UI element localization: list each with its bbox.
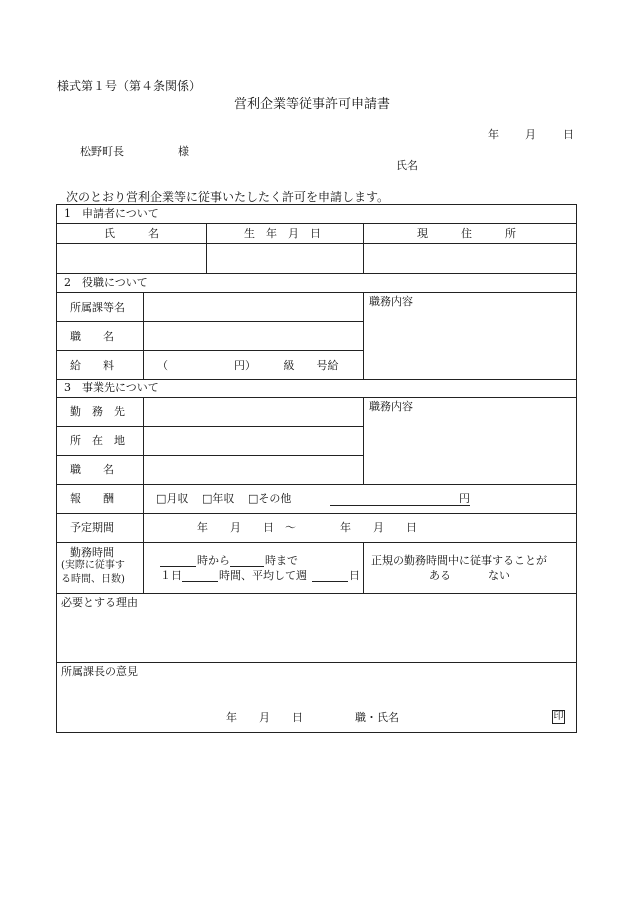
reason-label: 必要とする理由 xyxy=(61,596,138,609)
hours-day-prefix: １日 xyxy=(160,569,182,582)
employer-duties-label: 職務内容 xyxy=(369,400,413,413)
opinion-sign-label: 職・氏名 xyxy=(355,711,399,724)
form-number: 様式第１号（第４条関係） xyxy=(57,79,202,93)
remuneration-amount-line xyxy=(330,505,470,506)
section3-heading: 3 事業先について xyxy=(64,381,159,394)
addressee-honorific: 様 xyxy=(178,145,189,158)
table-border xyxy=(576,204,577,732)
dept-label: 所属課等名 xyxy=(70,301,125,314)
applicant-name-label: 氏名 xyxy=(396,159,418,172)
intro-text: 次のとおり営利企業等に従事いたしたく許可を申請します。 xyxy=(66,190,390,204)
table-border xyxy=(56,204,576,205)
duties-label: 職務内容 xyxy=(369,295,413,308)
regular-hours-question: 正規の勤務時間中に従事することが xyxy=(371,554,547,567)
option-monthly-checkbox[interactable]: □月収 xyxy=(156,492,189,505)
period-label: 予定期間 xyxy=(70,521,114,534)
location-label: 所 在 地 xyxy=(70,434,125,447)
employer-position-label: 職 名 xyxy=(70,463,114,476)
col-name-header: 氏 名 xyxy=(104,227,159,240)
date-day: 日 xyxy=(563,128,574,141)
period-value: 年 月 日 ～ 年 月 日 xyxy=(197,521,417,534)
salary-label: 給 料 xyxy=(70,359,114,372)
table-border xyxy=(56,204,57,732)
hours-note-line1: (実際に従事す xyxy=(61,560,125,571)
col-birthdate-header: 生 年 月 日 xyxy=(244,227,321,240)
regular-hours-yes[interactable]: ある xyxy=(429,569,451,582)
option-other-checkbox[interactable]: □その他 xyxy=(248,492,292,505)
section2-heading: 2 役職について xyxy=(64,276,148,289)
option-yearly-checkbox[interactable]: □年収 xyxy=(202,492,235,505)
position-label: 職 名 xyxy=(70,330,114,343)
document-title: 営利企業等従事許可申請書 xyxy=(234,97,391,112)
opinion-date: 年 月 日 xyxy=(226,711,303,724)
hours-day-suffix: 日 xyxy=(349,569,360,582)
col-address-header: 現 住 所 xyxy=(417,227,516,240)
hours-label: 勤務時間 xyxy=(70,546,114,559)
hours-to-label: 時まで xyxy=(265,554,298,567)
table-border xyxy=(56,732,577,733)
date-month: 月 xyxy=(525,128,536,141)
salary-value: （ 円） 級 号給 xyxy=(157,359,339,372)
section1-heading: 1 申請者について xyxy=(64,207,159,220)
date-year: 年 xyxy=(488,128,499,141)
seal-mark: 印 xyxy=(553,711,564,722)
regular-hours-no[interactable]: ない xyxy=(488,569,510,582)
hours-mid-label: 時間、平均して週 xyxy=(219,569,307,582)
hours-from-label: 時から xyxy=(197,554,230,567)
opinion-label: 所属課長の意見 xyxy=(61,665,138,678)
workplace-label: 勤 務 先 xyxy=(70,405,125,418)
addressee-name: 松野町長 xyxy=(80,145,124,158)
remuneration-label: 報 酬 xyxy=(70,492,114,505)
hours-note-line2: る時間、日数) xyxy=(61,574,125,585)
remuneration-unit: 円 xyxy=(459,492,470,505)
